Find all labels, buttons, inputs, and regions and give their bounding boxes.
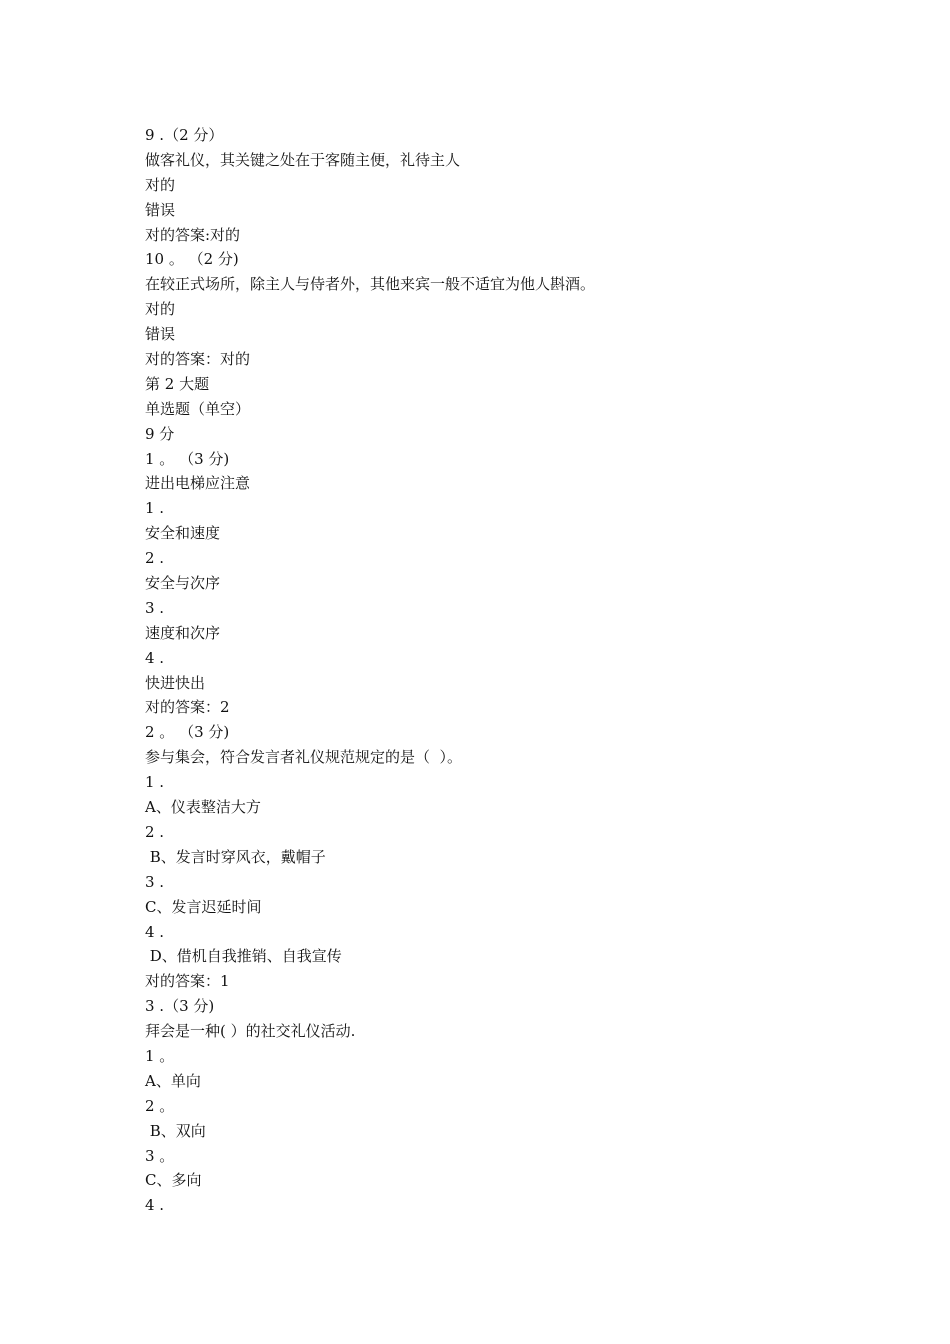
answer-line: 对的答案：2 <box>145 698 230 717</box>
option-text: A、仪表整洁大方 <box>145 798 261 817</box>
option-text: 安全与次序 <box>145 574 221 593</box>
option-number: 4 . <box>145 648 165 667</box>
option-number: 2 . <box>145 549 165 568</box>
option-number: 1 。 <box>145 1046 175 1065</box>
option-number: 1 . <box>145 773 165 792</box>
document-body <box>145 123 845 1218</box>
option-text: A、单向 <box>145 1071 201 1090</box>
question-9-header: 9 .（2 分） <box>145 126 224 144</box>
option-false: 错误 <box>145 325 176 344</box>
section-title: 第 2 大题 <box>145 374 210 393</box>
option-true: 对的 <box>145 175 176 194</box>
answer-line: 对的答案:对的 <box>145 225 241 244</box>
question-text: 参与集会，符合发言者礼仪规范规定的是（ ）。 <box>145 748 463 767</box>
option-number: 3 . <box>145 872 165 891</box>
option-number: 3 。 <box>145 1146 175 1165</box>
answer-line: 对的答案：1 <box>145 972 230 991</box>
option-number: 4 . <box>145 922 165 941</box>
option-true: 对的 <box>145 300 176 319</box>
option-text: B、双向 <box>145 1121 206 1140</box>
question-header: 1 。 （3 分) <box>145 449 230 468</box>
option-number: 4 . <box>145 1196 165 1215</box>
question-10-header: 10 。 （2 分) <box>145 250 239 269</box>
question-text: 进出电梯应注意 <box>145 474 251 493</box>
answer-line: 对的答案：对的 <box>145 350 251 369</box>
option-text: 安全和速度 <box>145 524 221 543</box>
option-text: C、多向 <box>145 1171 202 1190</box>
option-number: 2 . <box>145 822 165 841</box>
question-header: 3 .（3 分) <box>145 997 215 1016</box>
option-text: 速度和次序 <box>145 623 221 642</box>
question-10-text: 在较正式场所，除主人与侍者外，其他来宾一般不适宜为他人斟酒。 <box>145 275 596 294</box>
option-text: 快进快出 <box>145 673 206 692</box>
question-9-text: 做客礼仪，其关键之处在于客随主便，礼待主人 <box>145 150 461 169</box>
section-type: 单选题（单空） <box>145 399 251 418</box>
option-text: D、借机自我推销、自我宣传 <box>145 947 342 966</box>
option-number: 3 . <box>145 598 165 617</box>
option-text: C、发言迟延时间 <box>145 897 262 916</box>
option-number: 2 。 <box>145 1096 175 1115</box>
question-text: 拜会是一种( ）的社交礼仪活动. <box>145 1022 356 1041</box>
question-header: 2 。 （3 分) <box>145 723 230 742</box>
section-score: 9 分 <box>145 424 175 443</box>
option-text: B、发言时穿风衣，戴帽子 <box>145 847 326 866</box>
option-false: 错误 <box>145 200 176 219</box>
option-number: 1 . <box>145 499 165 518</box>
